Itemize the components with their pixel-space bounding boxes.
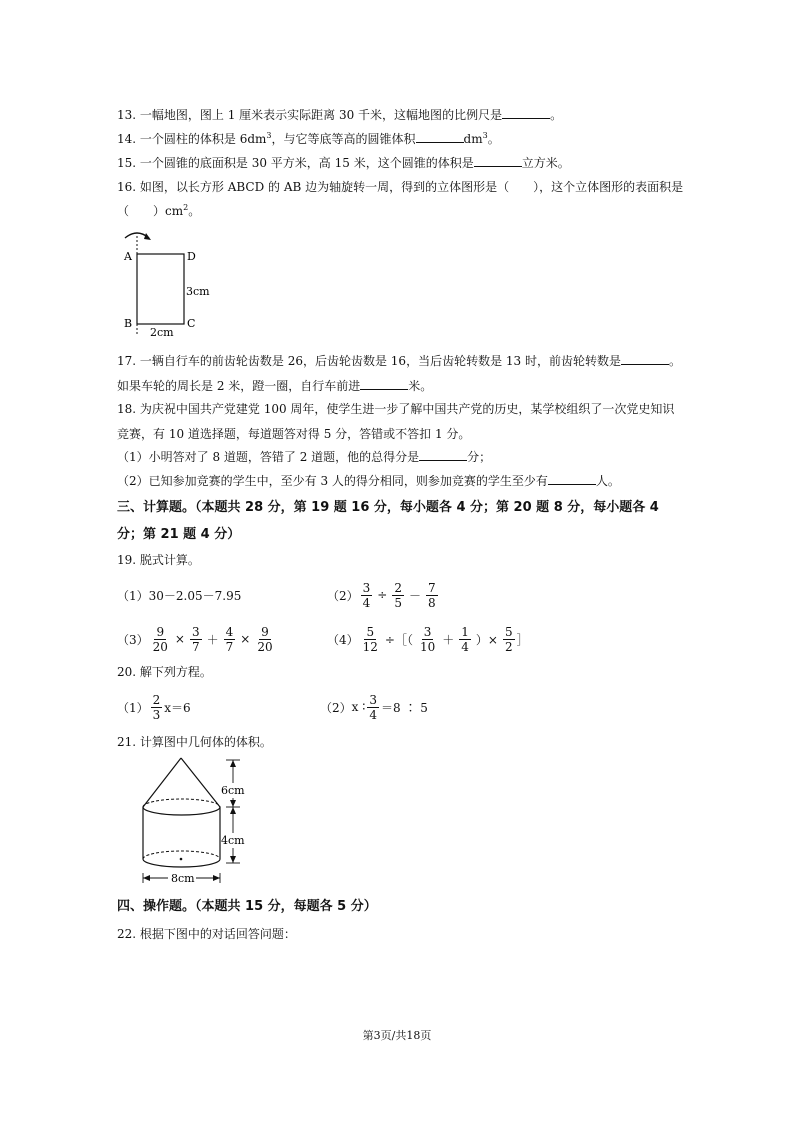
q14-text: 14. 一个圆柱的体积是 6dm bbox=[117, 132, 267, 146]
cylinder-height-label: 4cm bbox=[221, 834, 245, 847]
question-21-title: 21. 计算图中几何体的体积。 bbox=[117, 735, 272, 749]
vertex-c-label: C bbox=[187, 317, 196, 330]
q14-end: 。 bbox=[487, 132, 500, 146]
q13-end: 。 bbox=[550, 108, 563, 122]
q19-expression-3 bbox=[117, 621, 277, 657]
fraction: $\frac{9}{20}$ bbox=[257, 624, 273, 654]
rotation-arrowhead bbox=[144, 233, 151, 240]
expr-label: （1） bbox=[117, 700, 149, 715]
question-19-title: 19. 脱式计算。 bbox=[117, 553, 200, 567]
question-18-intro: 18. 为庆祝中国共产党建党 100 周年，使学生进一步了解中国共产党的历史，某学校组织了一次党史知识竞赛，有 10 道选择题，每道题答对得 5 分，答错或不答扣 1 分。 bbox=[117, 402, 675, 441]
rectangle-abcd bbox=[137, 254, 184, 324]
section-4-heading: 四、操作题。（本题共 15 分，每题各 5 分） bbox=[117, 899, 377, 914]
answer-blank[interactable] bbox=[474, 155, 522, 167]
equation-pre: x ∶ bbox=[351, 700, 366, 714]
fraction: $\frac{3}{4}$ bbox=[362, 580, 371, 610]
q17-text-2: 。如果车轮的周长是 2 米，蹬一圈，自行车前进 bbox=[117, 354, 681, 393]
operator: ＋ bbox=[442, 632, 455, 647]
q18-sub1-text: （1）小明答对了 8 道题，答错了 2 道题，他的总得分是 bbox=[117, 450, 420, 464]
fraction: $\frac{1}{4}$ bbox=[461, 624, 469, 654]
dimension-arrowhead bbox=[213, 875, 220, 881]
expr-label: （1） bbox=[117, 588, 149, 603]
dimension-arrowhead bbox=[230, 800, 236, 807]
q16-text: （ ）cm bbox=[117, 204, 184, 218]
fraction: $\frac{3}{7}$ bbox=[191, 624, 200, 654]
width-label: 2cm bbox=[150, 326, 174, 339]
top-ellipse-front bbox=[143, 807, 220, 815]
fraction: $\frac{7}{8}$ bbox=[428, 580, 436, 610]
answer-blank[interactable] bbox=[419, 449, 467, 461]
answer-blank[interactable] bbox=[621, 353, 669, 365]
question-13 bbox=[117, 107, 562, 123]
fraction: $\frac{5}{12}$ bbox=[362, 624, 378, 654]
q16-superscript: 2 bbox=[183, 203, 189, 212]
q19-expression-4 bbox=[327, 621, 529, 657]
q18-sub2-text: （2）已知参加竞赛的学生中，至少有 3 人的得分相同，则参加竞赛的学生至少有 bbox=[117, 474, 548, 488]
operator: × bbox=[174, 632, 185, 646]
q14-unit: dm bbox=[463, 132, 483, 146]
question-15 bbox=[117, 155, 570, 171]
question-16-line1: 16. 如图，以长方形 ABCD 的 AB 边为轴旋转一周，得到的立体图形是（ ），这个立体图形的表面积是 bbox=[117, 180, 684, 194]
fraction: $\frac{5}{2}$ bbox=[504, 624, 513, 654]
dimension-arrowhead bbox=[230, 760, 236, 767]
question-18-sub2 bbox=[117, 473, 620, 489]
expr-label: （3） bbox=[117, 632, 149, 647]
cone-right-edge bbox=[181, 758, 220, 807]
fraction: $\frac{3}{10}$ bbox=[419, 624, 436, 654]
answer-blank[interactable] bbox=[360, 378, 408, 390]
q17-text: 17. 一辆自行车的前齿轮齿数是 26，后齿轮齿数是 16，当后齿轮转数是 13 时，前齿轮转数是 bbox=[117, 354, 621, 368]
equation-rest: ＝8 ∶ 5 bbox=[381, 700, 428, 715]
cone-cylinder-figure bbox=[130, 755, 280, 887]
fraction: $\frac{2}{5}$ bbox=[394, 580, 402, 610]
q16-end: 。 bbox=[188, 204, 201, 218]
cone-height-label: 6cm bbox=[221, 784, 245, 797]
operator: ＋ bbox=[206, 632, 219, 647]
page-number: 第3页/共18页 bbox=[362, 1029, 432, 1042]
question-22-title: 22. 根据下图中的对话回答问题： bbox=[117, 927, 296, 941]
expr-text: 30－2.05－7.95 bbox=[148, 588, 242, 603]
fraction: $\frac{2}{3}$ bbox=[152, 692, 161, 722]
q14-unit-superscript: 3 bbox=[482, 131, 488, 140]
dimension-arrowhead bbox=[230, 856, 236, 863]
vertex-a-label: A bbox=[124, 250, 132, 263]
fraction: $\frac{3}{4}$ bbox=[369, 692, 377, 722]
rectangle-rotation-figure bbox=[115, 230, 225, 340]
expr-label: （2） bbox=[320, 700, 352, 715]
top-ellipse-back bbox=[143, 799, 220, 807]
q20-equation-1 bbox=[117, 689, 191, 725]
q14-superscript: 3 bbox=[266, 131, 272, 140]
operator: － bbox=[408, 588, 421, 603]
question-16-line2 bbox=[117, 203, 200, 219]
vertex-b-label: B bbox=[124, 317, 133, 330]
question-17 bbox=[117, 349, 682, 399]
question-14 bbox=[117, 131, 500, 147]
equation-rest: x＝6 bbox=[164, 700, 191, 715]
section-3-heading: 三、计算题。（本题共 28 分，第 19 题 16 分，每小题各 4 分；第 20 题 8 分，每小题各 4 分；第 21 题 4 分） bbox=[117, 500, 659, 542]
q14-middle: ，与它等底等高的圆锥体积 bbox=[271, 132, 416, 146]
q18-sub1-end: 分； bbox=[467, 450, 492, 464]
q18-sub2-end: 人。 bbox=[595, 474, 620, 488]
operator: ÷［（ bbox=[384, 632, 413, 647]
answer-blank[interactable] bbox=[502, 107, 550, 119]
bracket-close: ］ bbox=[516, 632, 529, 647]
q19-expression-2 bbox=[327, 577, 440, 613]
fraction: $\frac{9}{20}$ bbox=[152, 624, 168, 654]
q15-end: 立方米。 bbox=[521, 156, 570, 170]
vertex-d-label: D bbox=[187, 250, 196, 263]
expr-label: （4） bbox=[327, 632, 359, 647]
operator: ÷ bbox=[377, 588, 388, 602]
q20-equation-2 bbox=[320, 689, 428, 725]
q15-text: 15. 一个圆锥的底面积是 30 平方米，高 15 米，这个圆锥的体积是 bbox=[117, 156, 474, 170]
expr-label: （2） bbox=[327, 588, 359, 603]
height-label: 3cm bbox=[186, 285, 210, 298]
operator: × bbox=[240, 632, 251, 646]
bottom-center-dot bbox=[180, 858, 183, 861]
answer-blank[interactable] bbox=[548, 473, 596, 485]
question-18-sub1 bbox=[117, 449, 491, 465]
q17-end: 米。 bbox=[408, 379, 433, 393]
diameter-label: 8cm bbox=[171, 872, 195, 885]
answer-blank[interactable] bbox=[416, 131, 464, 143]
q13-text: 13. 一幅地图，图上 1 厘米表示实际距离 30 千米，这幅地图的比例尺是 bbox=[117, 108, 503, 122]
question-20-title: 20. 解下列方程。 bbox=[117, 665, 212, 679]
fraction: $\frac{4}{7}$ bbox=[225, 624, 234, 654]
dimension-arrowhead bbox=[230, 807, 236, 814]
operator: ）× bbox=[475, 632, 498, 647]
dimension-arrowhead bbox=[143, 875, 150, 881]
q19-expression-1 bbox=[117, 584, 241, 606]
